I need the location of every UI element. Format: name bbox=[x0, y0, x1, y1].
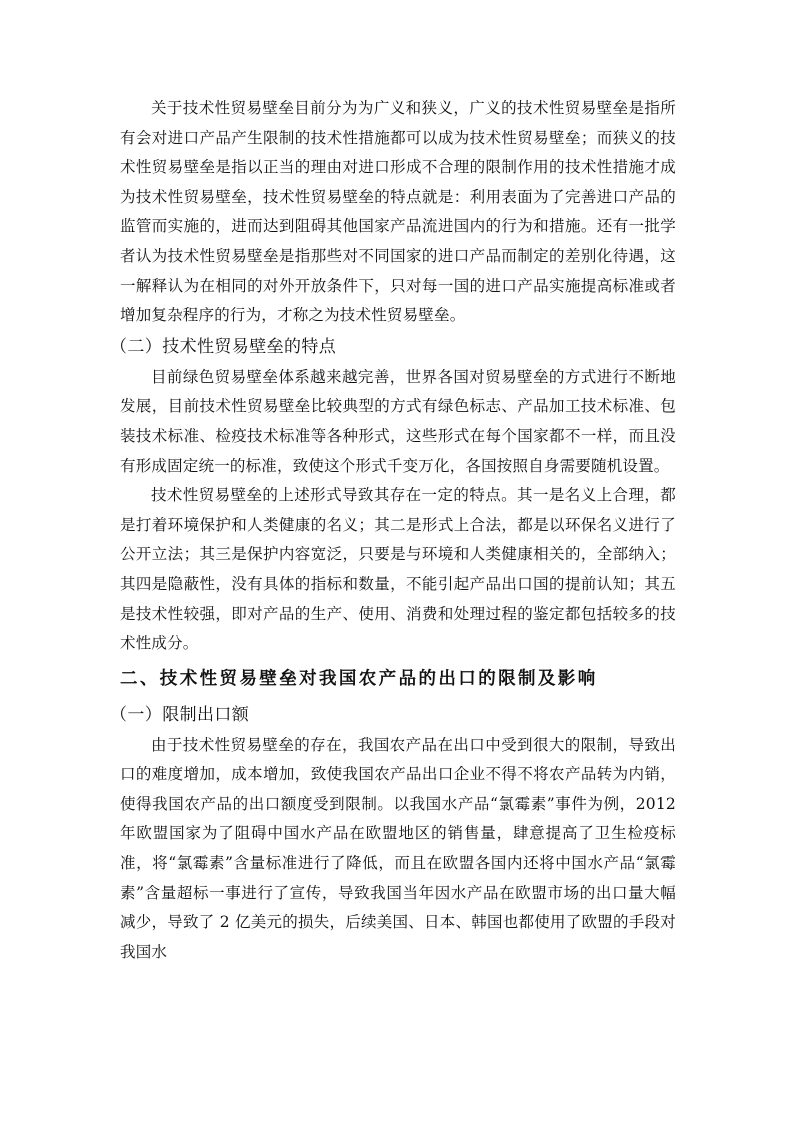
paragraph-forms: 目前绿色贸易壁垒体系越来越完善，世界各国对贸易壁垒的方式进行不断地发展，目前技术性贸易壁垒比较典型的方式有绿色标志、产品加工技术标准、包装技术标准、检疫技术标准等各种形式，这些形式在每个国家都不一样，而且没有形成固定统一的标准，致使这个形式千变万化，各国按照自身需要随机设置。 bbox=[120, 367, 676, 475]
subheading-export-limit: （一）限制出口额 bbox=[110, 704, 250, 725]
paragraph-definition: 关于技术性贸易壁垒目前分为为广义和狭义，广义的技术性贸易壁垒是指所有会对进口产品产生限制的技术性措施都可以成为技术性贸易壁垒；而狭义的技术性贸易壁垒是指以正当的理由对进口形成不合理的限制作用的技术性措施才成为技术性贸易壁垒，技术性贸易壁垒的特点就是：利用表面为了完善进口产品的监管而实施的，进而达到阻碍其他国家产品流进国内的行为和措施。还有一批学者认为技术性贸易壁垒是指那些对不同国家的进口产品而制定的差别化待遇，这一解释认为在相同的对外开放条件下，只对每一国的进口产品实施提高标准或者增加复杂程序的行为，才称之为技术性贸易壁垒。 bbox=[120, 99, 676, 325]
subheading-characteristics: （二）技术性贸易壁垒的特点 bbox=[110, 336, 337, 357]
paragraph-features: 技术性贸易壁垒的上述形式导致其存在一定的特点。其一是名义上合理，都是打着环境保护和人类健康的名义；其二是形式上合法，都是以环保名义进行了公开立法；其三是保护内容宽泛，只要是与环境和人类健康相关的，全部纳入；其四是隐蔽性，没有具体的指标和数量，不能引起产品出口国的提前认知；其五是技术性较强，即对产品的生产、使用、消费和处理过程的鉴定都包括较多的技术性成分。 bbox=[120, 486, 676, 653]
section-heading-2: 二、技术性贸易壁垒对我国农产品的出口的限制及影响 bbox=[120, 668, 598, 689]
document-body bbox=[110, 94, 676, 967]
paragraph-export-limit: 由于技术性贸易壁垒的存在，我国农产品在出口中受到很大的限制，导致出口的难度增加，成本增加，致使我国农产品出口企业不得不将农产品转为内销，使得我国农产品的出口额度受到限制。以我国水产品“氯霉素”事件为例，2012年欧盟国家为了阻碍中国水产品在欧盟地区的销售量，肆意提高了卫生检疫标准，将“氯霉素”含量标准进行了降低，而且在欧盟各国内还将中国水产品“氯霉素”含量超标一事进行了宣传，导致我国当年因水产品在欧盟市场的出口量大幅减少，导致了 2 亿美元的损失，后续美国、日本、韩国也都使用了欧盟的手段对我国水 bbox=[120, 735, 676, 961]
